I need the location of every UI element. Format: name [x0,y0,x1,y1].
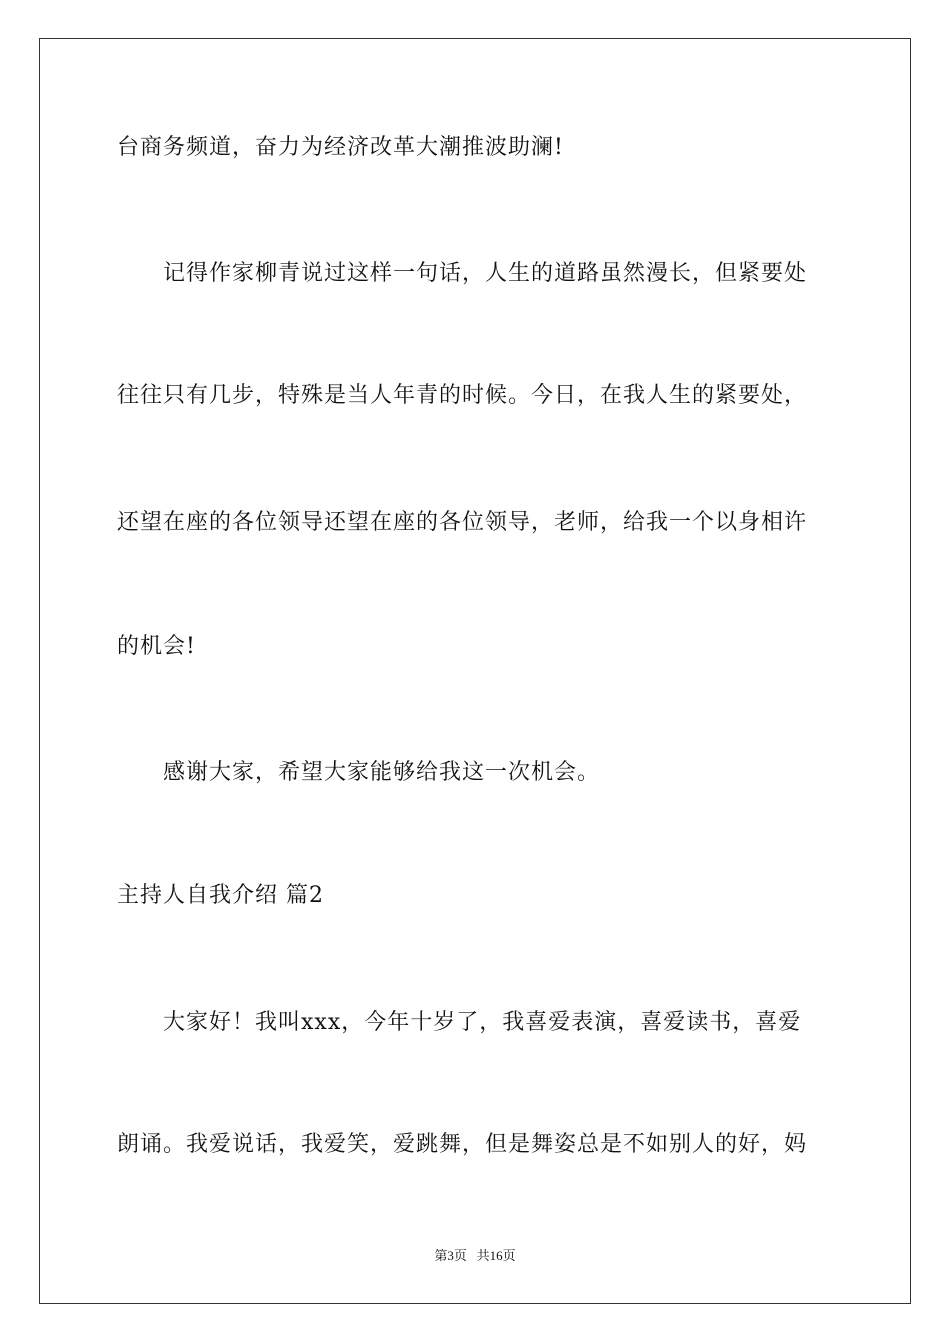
paragraph-line: 台商务频道，奋力为经济改革大潮推波助澜! [117,135,564,160]
page-footer [0,1247,950,1265]
page-number: 第3页 [434,1248,467,1263]
paragraph-line: 大家好！我叫xxx，今年十岁了，我喜爱表演，喜爱读书，喜爱 [163,1010,802,1035]
paragraph-line: 感谢大家，希望大家能够给我这一次机会。 [163,760,601,785]
page-total: 共16页 [476,1248,516,1263]
paragraph-line: 还望在座的各位领导还望在座的各位领导，老师，给我一个以身相许 [117,510,808,535]
paragraph-line: 往往只有几步，特殊是当人年青的时候。今日，在我人生的紧要处， [117,383,808,408]
paragraph-line: 朗诵。我爱说话，我爱笑，爱跳舞，但是舞姿总是不如别人的好，妈 [117,1132,808,1157]
page-border [39,38,911,1304]
section-heading: 主持人自我介绍 篇2 [117,883,324,908]
paragraph-line: 记得作家柳青说过这样一句话，人生的道路虽然漫长，但紧要处 [163,261,808,286]
paragraph-line: 的机会! [117,634,196,659]
